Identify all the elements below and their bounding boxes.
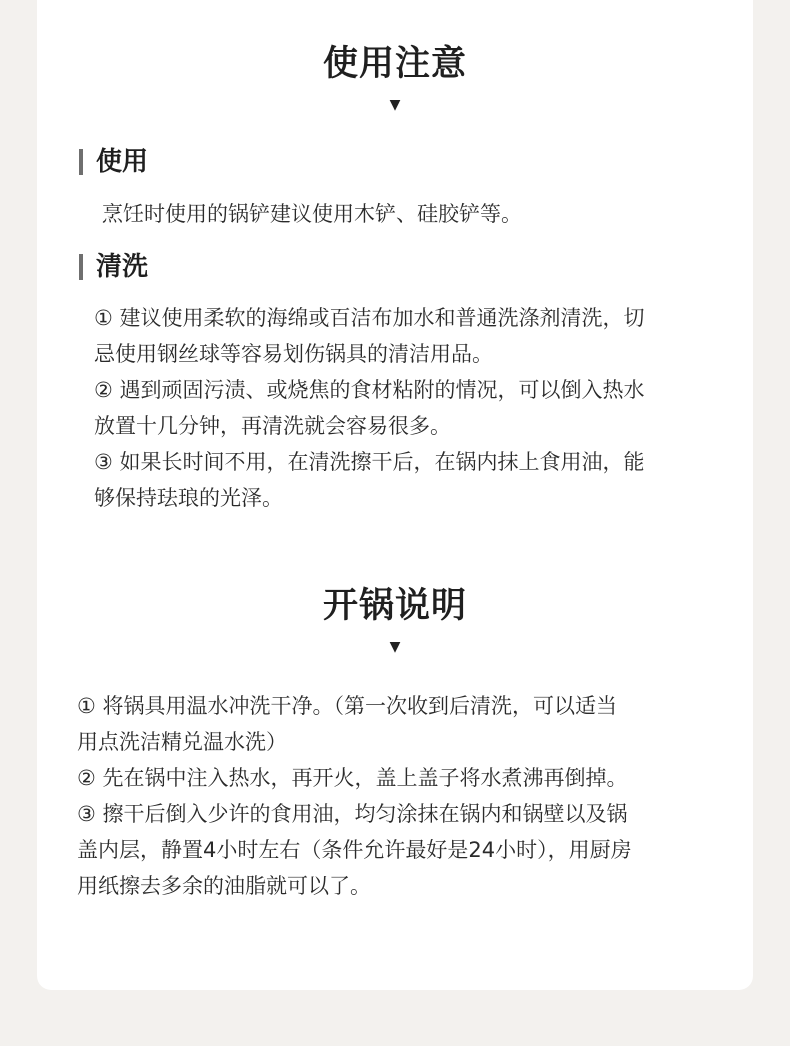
clean-heading-text: 清洗 xyxy=(96,252,149,282)
clean-heading xyxy=(79,252,148,282)
use-text: 烹饪时使用的锅铲建议使用木铲、硅胶铲等。 xyxy=(102,202,522,226)
use-heading-text: 使用 xyxy=(96,147,149,177)
clean-line: ② 遇到顽固污渍、或烧焦的食材粘附的情况，可以倒入热水 xyxy=(94,378,645,402)
down-triangle-icon: ▼ xyxy=(389,639,401,655)
opening-text xyxy=(77,688,632,904)
opening-line: 用纸擦去多余的油脂就可以了。 xyxy=(77,874,371,898)
clean-text xyxy=(94,300,645,516)
clean-line: 放置十几分钟，再清洗就会容易很多。 xyxy=(94,414,451,438)
heading-bar xyxy=(79,254,83,280)
down-triangle-icon: ▼ xyxy=(389,97,401,113)
usage-notes-title: 使用注意 xyxy=(322,44,467,84)
clean-line: ③ 如果长时间不用，在清洗擦干后，在锅内抹上食用油，能 xyxy=(94,450,645,474)
clean-line: ① 建议使用柔软的海绵或百洁布加水和普通洗涤剂清洗，切 xyxy=(94,306,645,330)
opening-line: ③ 擦干后倒入少许的食用油，均匀涂抹在锅内和锅壁以及锅 xyxy=(77,802,628,826)
opening-line: 用点洗洁精兑温水洗） xyxy=(77,730,287,754)
content-card xyxy=(37,0,753,990)
opening-line: ① 将锅具用温水冲洗干净。（第一次收到后清洗，可以适当 xyxy=(77,694,617,718)
opening-title: 开锅说明 xyxy=(322,586,467,626)
heading-bar xyxy=(79,149,83,175)
clean-line: 够保持珐琅的光泽。 xyxy=(94,486,283,510)
use-heading xyxy=(79,147,148,177)
clean-line: 忌使用钢丝球等容易划伤锅具的清洁用品。 xyxy=(94,342,493,366)
opening-line: ② 先在锅中注入热水，再开火，盖上盖子将水煮沸再倒掉。 xyxy=(77,766,628,790)
opening-line: 盖内层，静置4小时左右（条件允许最好是24小时），用厨房 xyxy=(77,838,632,862)
